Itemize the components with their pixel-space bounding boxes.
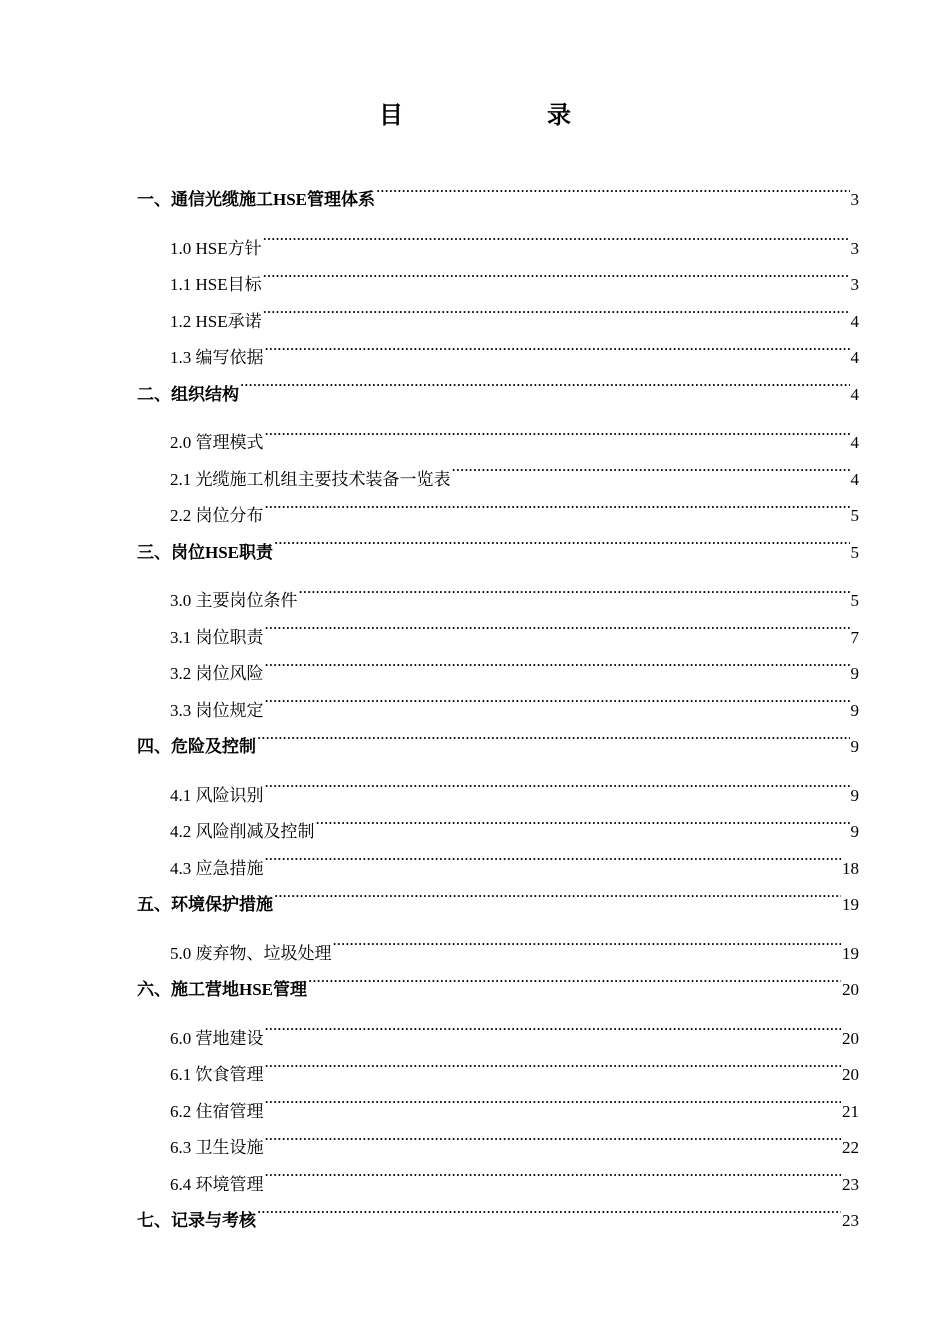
toc-entry-label: 1.3 编写依据: [170, 348, 264, 367]
toc-page-number: 5: [850, 506, 859, 525]
toc-dot-leader: [263, 237, 850, 254]
toc-page-number: 4: [850, 311, 859, 331]
toc-dot-leader: [308, 978, 841, 995]
toc-section-entry[interactable]: [137, 1057, 859, 1094]
toc-section-entry[interactable]: [137, 936, 859, 973]
toc-dot-leader: [265, 1100, 842, 1117]
toc-dot-leader: [333, 942, 842, 959]
toc-dot-leader: [265, 431, 850, 448]
toc-dot-leader: [376, 188, 849, 205]
toc-section-entry[interactable]: [137, 1021, 859, 1058]
toc-entry-label: 3.1 岗位职责: [170, 627, 264, 647]
toc-page-number: 7: [850, 627, 859, 647]
toc-page-number: 9: [850, 785, 859, 805]
toc-section-entry[interactable]: [137, 498, 859, 535]
toc-section-entry[interactable]: [137, 425, 859, 462]
toc-entry-label: 3.2 岗位风险: [170, 664, 264, 683]
toc-page-number: 22: [842, 1138, 859, 1157]
toc-entry-label: 4.2 风险削减及控制: [170, 822, 315, 841]
toc-entry-label: 一、通信光缆施工HSE管理体系: [137, 190, 376, 209]
toc-page-number: 5: [850, 542, 859, 562]
toc-section-entry[interactable]: [137, 583, 859, 620]
toc-entry-label: 3.3 岗位规定: [170, 700, 264, 720]
toc-section-entry[interactable]: [137, 340, 859, 377]
toc-page-number: 18: [842, 858, 859, 878]
toc-entry-label: 6.0 营地建设: [170, 1028, 264, 1048]
toc-dot-leader: [265, 784, 850, 801]
toc-entry-label: 2.2 岗位分布: [170, 506, 264, 525]
toc-dot-leader: [265, 504, 850, 521]
toc-page-number: 20: [842, 1028, 859, 1048]
toc-section-entry[interactable]: [137, 656, 859, 693]
toc-page-number: 20: [842, 1065, 859, 1084]
toc-entry-label: 七、记录与考核: [137, 1211, 256, 1230]
toc-page-number: 3: [850, 190, 859, 209]
toc-section-entry[interactable]: [137, 620, 859, 657]
toc-chapter-entry[interactable]: [137, 729, 859, 766]
toc-page-number: 20: [842, 980, 859, 999]
toc-section-entry[interactable]: [137, 462, 859, 499]
toc-section-entry[interactable]: [137, 851, 859, 888]
toc-page-number: 5: [850, 591, 859, 610]
toc-dot-leader: [265, 1173, 842, 1190]
toc-dot-leader: [257, 735, 850, 752]
toc-page-number: 4: [850, 348, 859, 367]
toc-chapter-entry[interactable]: [137, 1203, 859, 1240]
toc-entry-label: 二、组织结构: [137, 384, 239, 404]
toc-section-entry[interactable]: [137, 814, 859, 851]
toc-chapter-entry[interactable]: [137, 377, 859, 414]
toc-dot-leader: [265, 662, 850, 679]
toc-page-number: 23: [842, 1174, 859, 1194]
toc-dot-leader: [265, 699, 850, 716]
toc-entry-label: 4.1 风险识别: [170, 785, 264, 805]
toc-section-entry[interactable]: [137, 1167, 859, 1204]
toc-entry-label: 5.0 废弃物、垃圾处理: [170, 943, 332, 963]
toc-dot-leader: [263, 310, 850, 327]
toc-entry-label: 1.1 HSE目标: [170, 275, 262, 294]
toc-page-number: 9: [850, 737, 859, 756]
toc-chapter-entry[interactable]: [137, 887, 859, 924]
toc-dot-leader: [299, 589, 850, 606]
toc-dot-leader: [316, 820, 850, 837]
toc-section-entry[interactable]: [137, 1094, 859, 1131]
toc-entry-label: 2.1 光缆施工机组主要技术装备一览表: [170, 469, 451, 489]
toc-page-number: 4: [850, 384, 859, 404]
toc-page-number: 9: [850, 700, 859, 720]
toc-chapter-entry[interactable]: [137, 182, 859, 219]
toc-entry-label: 4.3 应急措施: [170, 858, 264, 878]
toc-section-entry[interactable]: [137, 778, 859, 815]
toc-page-number: 4: [850, 433, 859, 452]
toc-chapter-entry[interactable]: [137, 535, 859, 572]
toc-dot-leader: [265, 626, 850, 643]
toc-dot-leader: [265, 1027, 842, 1044]
toc-entry-label: 6.3 卫生设施: [170, 1138, 264, 1157]
toc-page-number: 19: [842, 895, 859, 914]
toc-entry-label: 三、岗位HSE职责: [137, 542, 274, 562]
toc-section-entry[interactable]: [137, 304, 859, 341]
toc-entry-label: 1.0 HSE方针: [170, 238, 262, 258]
toc-page-number: 19: [842, 943, 859, 963]
toc-dot-leader: [452, 468, 850, 485]
toc-page-number: 21: [842, 1101, 859, 1121]
toc-entry-label: 3.0 主要岗位条件: [170, 591, 298, 610]
toc-entry-label: 五、环境保护措施: [137, 895, 273, 914]
toc-page-number: 4: [850, 469, 859, 489]
toc-dot-leader: [265, 346, 850, 363]
toc-section-entry[interactable]: [137, 693, 859, 730]
toc-dot-leader: [265, 1136, 842, 1153]
toc-entry-label: 6.2 住宿管理: [170, 1101, 264, 1121]
toc-section-entry[interactable]: [137, 1130, 859, 1167]
toc-dot-leader: [263, 273, 850, 290]
toc-entry-label: 6.4 环境管理: [170, 1174, 264, 1194]
toc-dot-leader: [240, 383, 850, 400]
toc-entry-label: 六、施工营地HSE管理: [137, 980, 308, 999]
toc-dot-leader: [274, 893, 841, 910]
page-title: 目 录: [379, 103, 631, 129]
toc-entry-label: 四、危险及控制: [137, 737, 256, 756]
toc-dot-leader: [257, 1209, 841, 1226]
toc-entry-label: 6.1 饮食管理: [170, 1065, 264, 1084]
toc-dot-leader: [274, 541, 849, 558]
toc-page-number: 9: [850, 822, 859, 841]
toc-section-entry[interactable]: [137, 267, 859, 304]
toc-page-number: 9: [850, 664, 859, 683]
toc-dot-leader: [265, 857, 842, 874]
toc-entry-label: 1.2 HSE承诺: [170, 311, 262, 331]
toc-chapter-entry[interactable]: [137, 972, 859, 1009]
table-of-contents: [137, 182, 859, 1240]
toc-page-number: 3: [850, 275, 859, 294]
toc-page-number: 3: [850, 238, 859, 258]
toc-section-entry[interactable]: [137, 231, 859, 268]
toc-dot-leader: [265, 1063, 842, 1080]
toc-entry-label: 2.0 管理模式: [170, 433, 264, 452]
toc-page-number: 23: [842, 1211, 859, 1230]
